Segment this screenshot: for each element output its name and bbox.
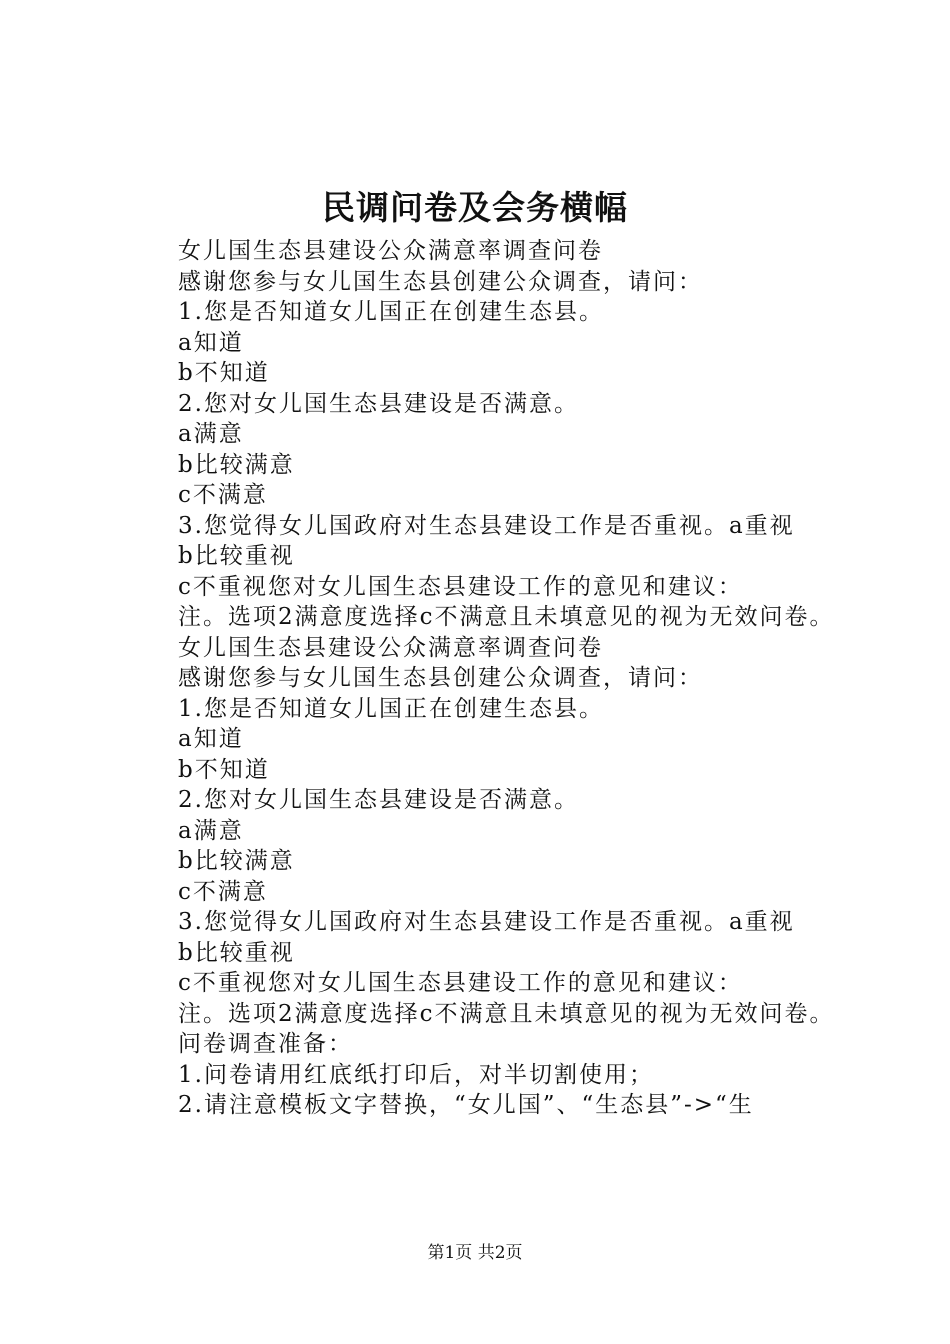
paragraph-line: b比较满意 (178, 848, 295, 874)
paragraph-line: 问卷调查准备： (178, 1031, 353, 1057)
paragraph-line: 感谢您参与女儿国生态县创建公众调查，请问： (178, 665, 703, 691)
paragraph-line: 3.您觉得女儿国政府对生态县建设工作是否重视。a重视 (178, 512, 795, 539)
note-paragraph: 注。选项2满意度选择c不满意且未填意见的视为无效问卷。 (178, 604, 835, 630)
page-footer: 第1页 共2页 (427, 1243, 523, 1263)
document-body (130, 236, 835, 1121)
paragraph-line: 1.问卷请用红底纸打印后，对半切割使用； (178, 1061, 654, 1088)
paragraph-line: c不重视您对女儿国生态县建设工作的意见和建议： (178, 573, 743, 600)
paragraph-line: 2.请注意模板文字替换，“女儿国”、“生态县”->“生 (178, 1092, 754, 1118)
document-title: 民调问卷及会务横幅 (322, 188, 628, 227)
paragraph-line: 1.您是否知道女儿国正在创建生态县。 (178, 299, 604, 325)
paragraph-line: b比较满意 (178, 451, 295, 478)
paragraph-line: 2.您对女儿国生态县建设是否满意。 (178, 787, 579, 813)
paragraph-line: b不知道 (178, 360, 270, 386)
paragraph-line: b不知道 (178, 756, 270, 783)
paragraph-line: 3.您觉得女儿国政府对生态县建设工作是否重视。a重视 (178, 909, 795, 935)
paragraph-line: a知道 (178, 726, 244, 752)
paragraph-line: b比较重视 (178, 543, 295, 569)
paragraph-line: 女儿国生态县建设公众满意率调查问卷 (178, 238, 603, 264)
paragraph-line: a满意 (178, 817, 244, 844)
paragraph-line: 1.您是否知道女儿国正在创建生态县。 (178, 695, 604, 722)
paragraph-line: 女儿国生态县建设公众满意率调查问卷 (178, 634, 603, 661)
paragraph-line: 2.您对女儿国生态县建设是否满意。 (178, 390, 579, 417)
paragraph-line: b比较重视 (178, 939, 295, 966)
paragraph-line: c不重视您对女儿国生态县建设工作的意见和建议： (178, 970, 743, 996)
note-paragraph: 注。选项2满意度选择c不满意且未填意见的视为无效问卷。 (178, 1000, 835, 1027)
paragraph-line: c不满意 (178, 878, 268, 905)
paragraph-line: a知道 (178, 329, 244, 356)
paragraph-line: a满意 (178, 421, 244, 447)
paragraph-line: 感谢您参与女儿国生态县创建公众调查，请问： (178, 268, 703, 295)
paragraph-line: c不满意 (178, 482, 268, 508)
